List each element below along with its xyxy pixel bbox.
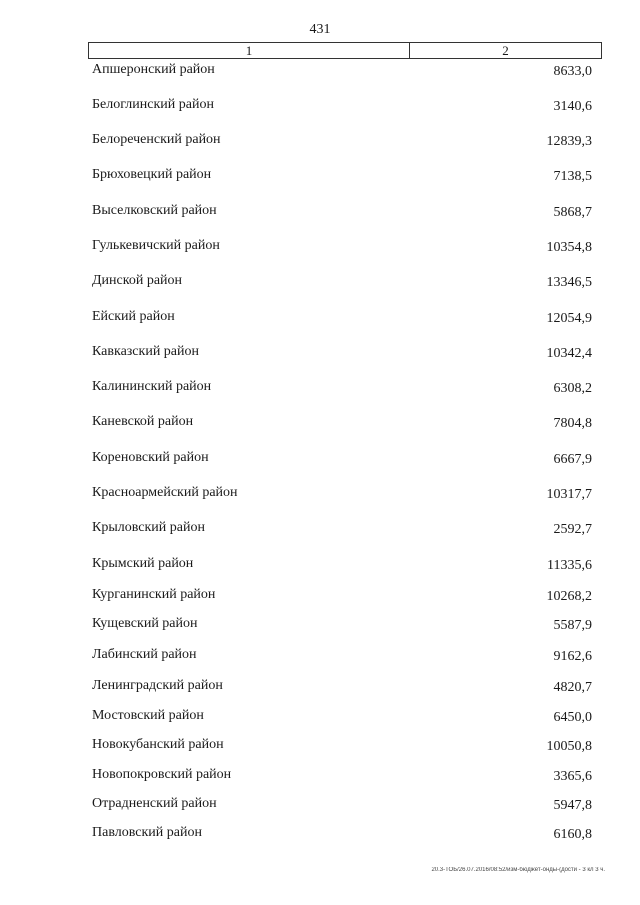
district-name: Белоглинский район: [92, 97, 214, 112]
table-row: [92, 556, 592, 576]
district-name: Павловский район: [92, 825, 202, 840]
district-value: 7804,8: [553, 416, 592, 431]
table-row: [92, 97, 592, 117]
column-header-2: 2: [502, 43, 509, 58]
district-value: 8633,0: [553, 64, 592, 79]
district-value: 5947,8: [553, 798, 592, 813]
district-name: Курганинский район: [92, 587, 216, 602]
table-row: [92, 309, 592, 329]
table-row: [92, 647, 592, 667]
table-row: [92, 132, 592, 152]
district-value: 11335,6: [547, 558, 592, 573]
table-row: [92, 379, 592, 399]
district-value: 10268,2: [546, 589, 592, 604]
district-value: 6308,2: [553, 381, 592, 396]
table-row: [92, 767, 592, 787]
district-value: 12839,3: [546, 134, 592, 149]
table-row: [92, 708, 592, 728]
district-name: Белореченский район: [92, 132, 221, 147]
district-value: 10354,8: [546, 240, 592, 255]
district-name: Гулькевичский район: [92, 238, 220, 253]
district-name: Кущевский район: [92, 616, 198, 631]
district-name: Кореновский район: [92, 450, 209, 465]
table-row: [92, 737, 592, 757]
district-value: 10342,4: [546, 346, 592, 361]
district-value: 5587,9: [553, 618, 592, 633]
district-name: Кавказский район: [92, 344, 200, 359]
district-value: 2592,7: [553, 522, 592, 537]
district-value: 9162,6: [553, 649, 592, 664]
table-row: [92, 825, 592, 845]
table-row: [92, 485, 592, 505]
table-row: [92, 273, 592, 293]
district-name: Брюховецкий район: [92, 167, 212, 182]
district-value: 13346,5: [546, 275, 592, 290]
table-row: [92, 203, 592, 223]
district-value: 4820,7: [553, 680, 592, 695]
district-value: 6450,0: [553, 710, 592, 725]
district-name: Мостовский район: [92, 708, 204, 723]
district-value: 5868,7: [553, 205, 592, 220]
district-name: Крыловский район: [92, 520, 205, 535]
district-value: 3365,6: [553, 769, 592, 784]
district-name: Новокубанский район: [92, 737, 224, 752]
column-header-1: 1: [89, 43, 410, 58]
district-name: Красноармейский район: [92, 485, 238, 500]
district-name: Калининский район: [92, 379, 212, 394]
page-number: 431: [309, 22, 331, 37]
district-name: Крымский район: [92, 556, 194, 571]
district-value: 7138,5: [553, 169, 592, 184]
table-row: [92, 450, 592, 470]
table-row: [92, 587, 592, 607]
district-value: 10317,7: [546, 487, 592, 502]
district-name: Апшеронский район: [92, 62, 215, 77]
table-row: [92, 616, 592, 636]
table-row: [92, 678, 592, 698]
district-name: Динской район: [92, 273, 183, 288]
table-row: [92, 344, 592, 364]
table-row: [92, 796, 592, 816]
district-value: 6160,8: [553, 827, 592, 842]
table-row: [92, 62, 592, 82]
district-value: 3140,6: [553, 99, 592, 114]
table-row: [92, 167, 592, 187]
district-name: Новопокровский район: [92, 767, 232, 782]
district-name: Лабинский район: [92, 647, 197, 662]
district-name: Ейский район: [92, 309, 175, 324]
district-name: Каневской район: [92, 414, 194, 429]
district-value: 6667,9: [553, 452, 592, 467]
district-name: Отрадненский район: [92, 796, 217, 811]
district-value: 12054,9: [546, 311, 592, 326]
table-row: [92, 414, 592, 434]
table-row: [92, 520, 592, 540]
table-column-header: [88, 42, 602, 59]
footer-note: 20.3-ТОБ/26.07.2016/08:52/изм-бюджет-онды-(дости - 3 кл 3 ч.: [431, 867, 605, 873]
district-name: Выселковский район: [92, 203, 217, 218]
district-name: Ленинградский район: [92, 678, 223, 693]
district-value: 10050,8: [546, 739, 592, 754]
table-row: [92, 238, 592, 258]
